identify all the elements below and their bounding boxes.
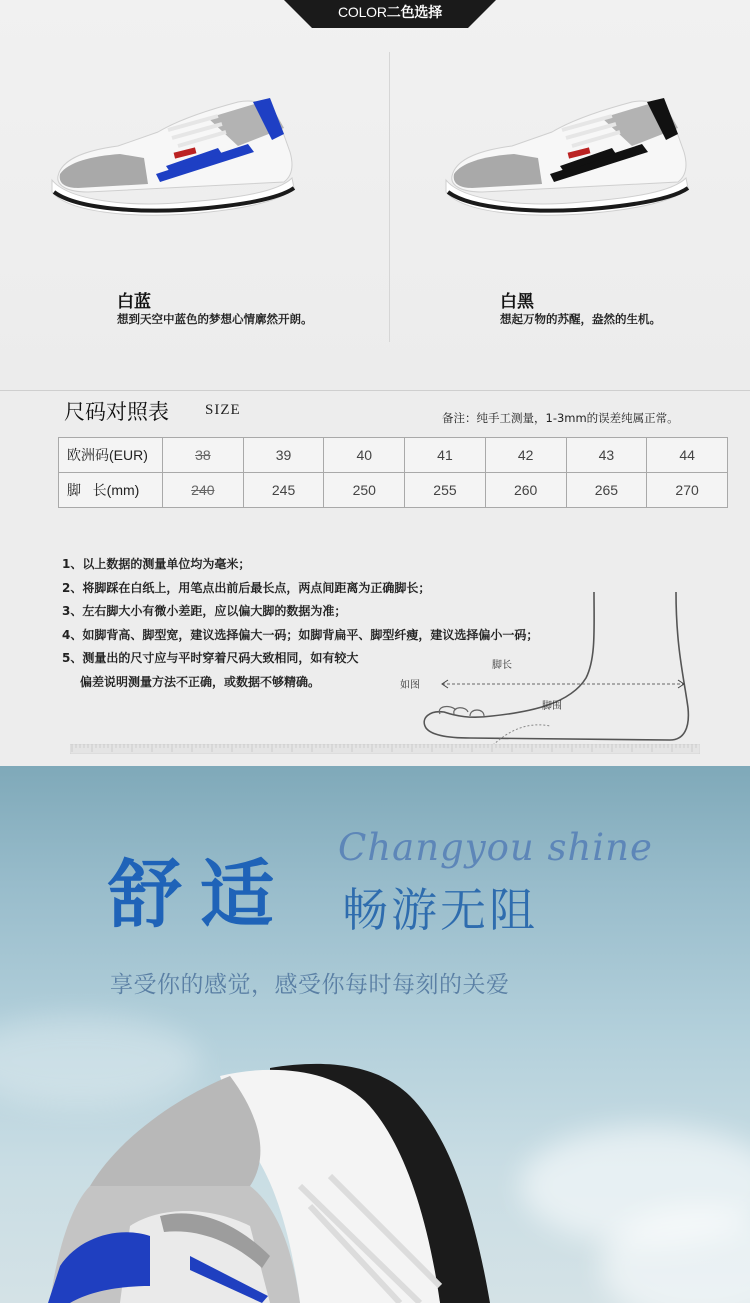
variant-name-white-blue: 白蓝: [117, 292, 151, 312]
table-cell: 41: [405, 438, 486, 473]
color-tab: [284, 0, 496, 30]
row-label-eur: 欧洲码(EUR): [59, 438, 163, 473]
size-table: [58, 437, 728, 508]
note-item: 3、左右脚大小有微小差距，应以偏大脚的数据为准；: [62, 604, 347, 618]
table-cell: 40: [324, 438, 405, 473]
table-cell: 42: [485, 438, 566, 473]
table-cell: 260: [485, 473, 566, 508]
banner-script-title: Changyou shine: [338, 826, 653, 869]
variant-desc-white-black: 想起万物的苏醒，盎然的生机。: [500, 312, 661, 326]
size-section: [0, 390, 750, 766]
table-cell: 270: [647, 473, 728, 508]
color-tab-cn: 二色选择: [386, 4, 442, 20]
promo-banner: [0, 766, 750, 1303]
variant-desc-white-blue: 想到天空中蓝色的梦想心情廓然开朗。: [117, 312, 313, 326]
toe-lines: [439, 707, 484, 716]
foot-length-label: 脚长: [492, 660, 512, 671]
note-item: 2、将脚踩在白纸上，用笔点出前后最长点，两点间距离为正确脚长；: [62, 580, 431, 595]
table-cell: 240: [163, 473, 244, 508]
table-cell: 255: [405, 473, 486, 508]
size-chart-subtitle: SIZE: [205, 402, 241, 418]
table-cell: 38: [163, 438, 244, 473]
row-label-length: 脚 长(mm): [59, 473, 163, 508]
foot-diagram: [380, 588, 710, 753]
shoe-white-black-image: [442, 88, 692, 218]
variant-name-white-black: 白黑: [500, 292, 534, 312]
foot-example-label: 如图: [400, 680, 420, 691]
table-row: [59, 473, 728, 508]
table-cell: 43: [566, 438, 647, 473]
shoe-white-blue-image: [48, 88, 298, 218]
table-row: [59, 438, 728, 473]
banner-sub-title: 畅游无阻: [342, 883, 538, 937]
note-item: 1、以上数据的测量单位均为毫米；: [62, 557, 251, 571]
banner-tagline: 享受你的感觉，感受你每时每刻的关爱: [110, 972, 510, 998]
table-cell: 245: [243, 473, 324, 508]
shoe-closeup-image: [0, 1056, 750, 1303]
table-cell: 44: [647, 438, 728, 473]
size-chart-note: 备注：纯手工测量，1-3mm的误差纯属正常。: [442, 411, 679, 425]
banner-big-title: 舒适: [108, 852, 292, 938]
table-cell: 250: [324, 473, 405, 508]
section-divider: [0, 390, 750, 391]
foot-outline: [424, 592, 688, 740]
note-item: 4、如脚背高、脚型宽，建议选择偏大一码；如脚背扁平、脚型纤瘦，建议选择偏小一码；: [62, 627, 539, 642]
color-section: [0, 0, 750, 390]
table-cell: 39: [243, 438, 324, 473]
size-chart-title: 尺码对照表: [64, 400, 169, 424]
note-item: 偏差说明测量方法不正确，或数据不够精确。: [80, 674, 321, 689]
note-item: 5、测量出的尺寸应与平时穿着尺码大致相同，如有较大: [62, 651, 359, 665]
ruler: [70, 744, 700, 754]
foot-girth-label: 脚围: [542, 701, 562, 712]
color-tab-label: [284, 0, 496, 26]
variant-divider: [389, 52, 390, 342]
table-cell: 265: [566, 473, 647, 508]
color-tab-prefix: COLOR: [338, 4, 387, 20]
